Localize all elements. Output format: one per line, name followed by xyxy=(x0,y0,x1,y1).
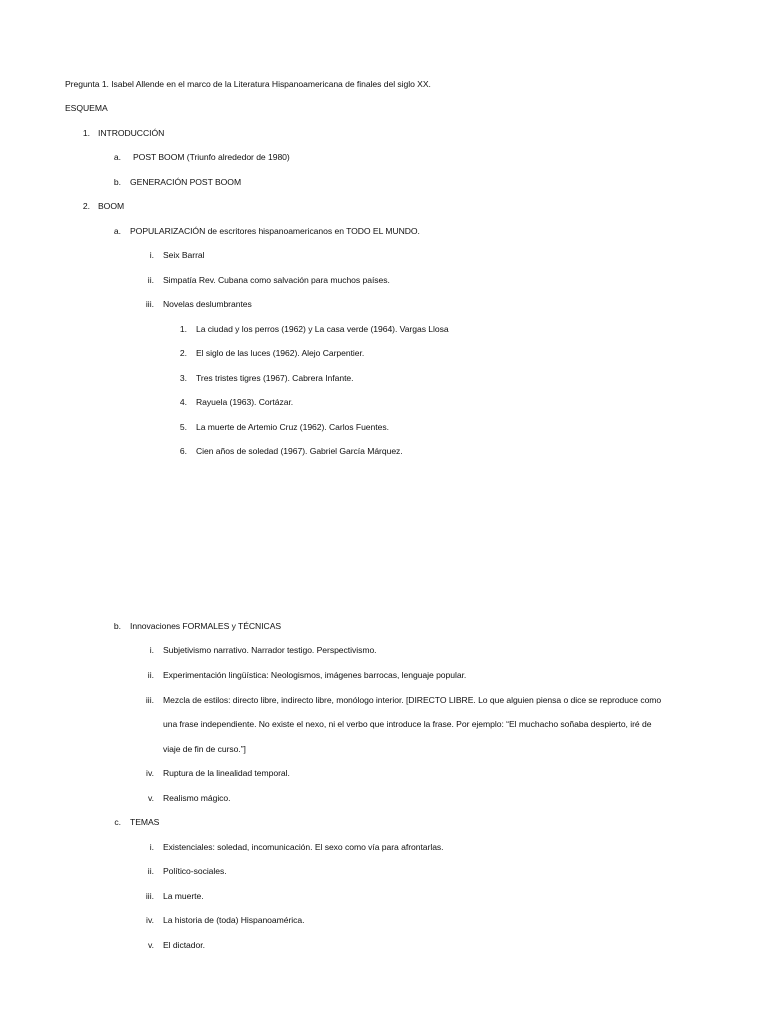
list-item: Existenciales: soledad, incomunicación. El sexo como vía para afrontarlas. xyxy=(163,842,444,852)
roman-number: v. xyxy=(147,793,154,803)
list-item-letter: b. xyxy=(113,621,121,631)
novel-number: 1. xyxy=(179,324,187,334)
novel-item: Rayuela (1963). Cortázar. xyxy=(196,397,294,407)
roman-number: i. xyxy=(149,645,154,655)
list-item: POST BOOM (Triunfo alrededor de 1980) xyxy=(133,152,290,162)
section-number: 2. xyxy=(82,201,90,211)
section-title: INTRODUCCIÓN xyxy=(98,128,165,138)
list-item: POPULARIZACIÓN de escritores hispanoamericanos en TODO EL MUNDO. xyxy=(130,226,420,236)
novel-item: El siglo de las luces (1962). Alejo Carpentier. xyxy=(196,348,365,358)
list-item: GENERACIÓN POST BOOM xyxy=(130,177,242,187)
roman-number: v. xyxy=(147,940,154,950)
list-item: Seix Barral xyxy=(163,250,205,260)
list-item-letter: b. xyxy=(113,177,121,187)
novel-item: La ciudad y los perros (1962) y La casa verde (1964). Vargas Llosa xyxy=(196,324,449,334)
list-item: Realismo mágico. xyxy=(163,793,231,803)
roman-number: iii. xyxy=(145,695,154,705)
roman-number: i. xyxy=(149,842,154,852)
list-item: La historia de (toda) Hispanoamérica. xyxy=(163,915,305,925)
roman-number: iii. xyxy=(145,891,154,901)
section-title: BOOM xyxy=(98,201,125,211)
novel-number: 5. xyxy=(179,422,187,432)
list-item: El dictador. xyxy=(163,940,205,950)
roman-number: iv. xyxy=(146,915,154,925)
roman-number: i. xyxy=(149,250,154,260)
paragraph-line: Mezcla de estilos: directo libre, indirecto libre, monólogo interior. [DIRECTO LIBRE. Lo que alguien piensa o dice se reproduce como xyxy=(163,695,662,705)
list-item: La muerte. xyxy=(163,891,204,901)
roman-number: iv. xyxy=(146,768,154,778)
novel-item: Tres tristes tigres (1967). Cabrera Infante. xyxy=(196,373,354,383)
novel-item: Cien años de soledad (1967). Gabriel García Márquez. xyxy=(196,446,403,456)
roman-number: ii. xyxy=(147,275,154,285)
novel-number: 2. xyxy=(179,348,187,358)
paragraph-line: viaje de fin de curso.”] xyxy=(163,744,246,754)
section-number: 1. xyxy=(82,128,90,138)
roman-number: ii. xyxy=(147,866,154,876)
document-title: Pregunta 1. Isabel Allende en el marco de la Literatura Hispanoamericana de finales del siglo XX. xyxy=(65,79,431,89)
roman-number: iii. xyxy=(145,299,154,309)
list-item-letter: c. xyxy=(114,817,121,827)
document-heading: ESQUEMA xyxy=(65,103,108,113)
list-item: Innovaciones FORMALES y TÉCNICAS xyxy=(130,621,282,631)
list-item: Simpatía Rev. Cubana como salvación para muchos países. xyxy=(163,275,390,285)
list-item: Experimentación lingüística: Neologismos, imágenes barrocas, lenguaje popular. xyxy=(163,670,467,680)
paragraph-line: una frase independiente. No existe el nexo, ni el verbo que introduce la frase. Por ejemplo: “El muchacho soñaba despierto, iré de xyxy=(163,719,652,729)
list-item-letter: a. xyxy=(113,226,121,236)
novel-number: 4. xyxy=(179,397,187,407)
novel-item: La muerte de Artemio Cruz (1962). Carlos Fuentes. xyxy=(196,422,389,432)
list-item: Novelas deslumbrantes xyxy=(163,299,252,309)
list-item: Ruptura de la linealidad temporal. xyxy=(163,768,290,778)
list-item: Político-sociales. xyxy=(163,866,227,876)
novel-number: 3. xyxy=(179,373,187,383)
list-item: TEMAS xyxy=(130,817,160,827)
roman-number: ii. xyxy=(147,670,154,680)
novel-number: 6. xyxy=(179,446,187,456)
list-item-letter: a. xyxy=(113,152,121,162)
list-item: Subjetivismo narrativo. Narrador testigo. Perspectivismo. xyxy=(163,645,377,655)
